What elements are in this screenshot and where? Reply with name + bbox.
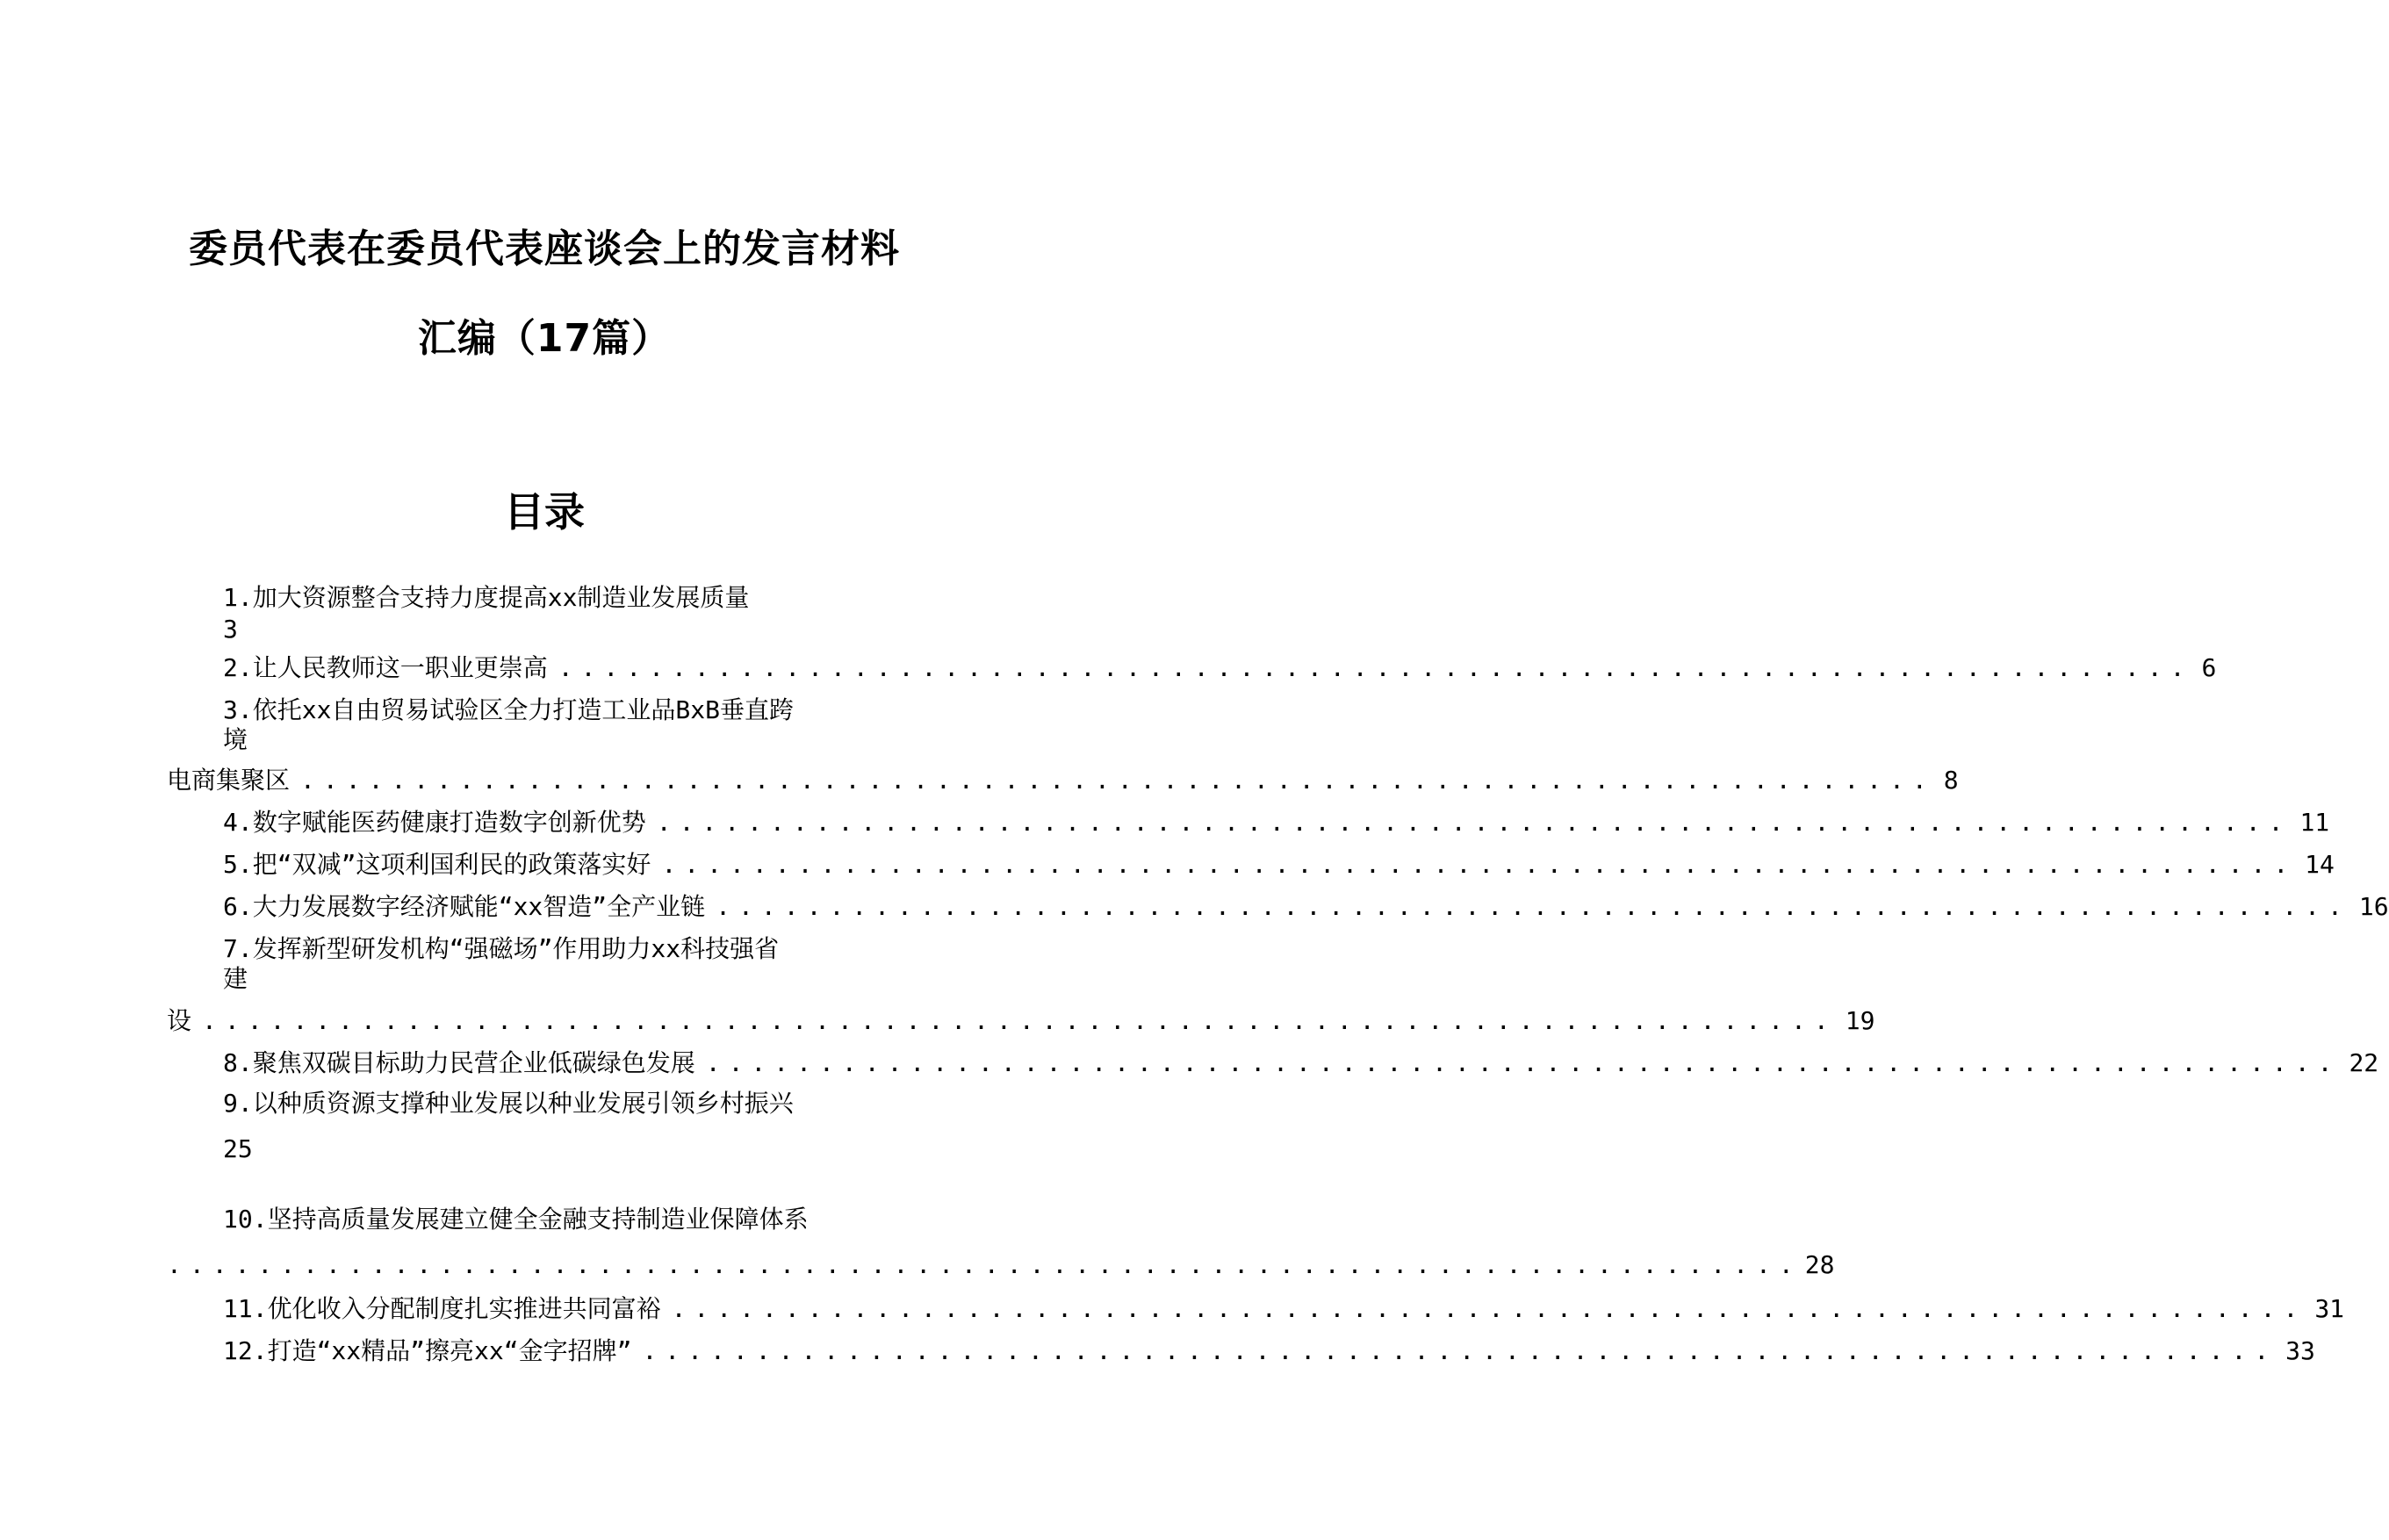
toc-item-4-leader: ........................................................................ (656, 808, 2292, 837)
toc-item-3[interactable] (167, 766, 1959, 795)
toc-item-6[interactable] (167, 892, 2389, 922)
toc-item-1-page-number: 3 (223, 615, 238, 644)
toc-item-10-page-number: 28 (1804, 1250, 1835, 1279)
toc-item-4[interactable] (167, 808, 2330, 838)
document-title-line1: 委员代表在委员代表座谈会上的发言材料 (189, 227, 900, 271)
toc-item-10-title[interactable] (167, 1205, 978, 1234)
toc-item-5-page-number: 14 (2305, 850, 2335, 879)
toc-item-12-page-number: 33 (2285, 1336, 2315, 1365)
toc-item-9-text: 9.以种质资源支撑种业发展以种业发展引领乡村振兴 (223, 1089, 794, 1118)
document-title-line2: 汇编（17篇） (417, 316, 672, 361)
toc-item-4-page-number: 11 (2299, 808, 2330, 837)
toc-item-5-leader: ........................................................................ (661, 850, 2297, 879)
toc-heading: 目录 (504, 488, 585, 536)
toc-item-2-text: 2.让人民教师这一职业更崇高 (223, 653, 548, 682)
toc-item-11-page-number: 31 (2314, 1294, 2345, 1323)
toc-item-1-title[interactable] (167, 583, 978, 613)
toc-item-10-leader: ........................................................................ (167, 1250, 1802, 1279)
toc-item-3-page-number: 8 (1943, 766, 1959, 795)
toc-item-7-text-c: 设 (167, 1006, 192, 1035)
toc-item-2-leader: ........................................................................ (558, 653, 2193, 682)
toc-item-3-leader: ........................................................................ (300, 766, 1935, 795)
toc-item-7-leader: ........................................................................ (202, 1006, 1837, 1035)
toc-item-8-text: 8.聚焦双碳目标助力民营企业低碳绿色发展 (223, 1048, 695, 1077)
toc-item-3-text-c: 电商集聚区 (167, 766, 291, 795)
toc-item-2-page-number: 6 (2201, 653, 2217, 682)
toc-item-11-text: 11.优化收入分配制度扎实推进共同富裕 (223, 1294, 661, 1323)
toc-item-4-text: 4.数字赋能医药健康打造数字创新优势 (223, 808, 646, 837)
toc-item-5-text: 5.把“双减”这项利国利民的政策落实好 (223, 850, 651, 879)
toc-item-9-title[interactable] (167, 1089, 978, 1119)
toc-item-6-page-number: 16 (2358, 892, 2389, 921)
toc-item-8-page-number: 22 (2349, 1048, 2379, 1077)
toc-item-10[interactable] (167, 1250, 1835, 1280)
toc-item-3-text-a: 3.依托xx自由贸易试验区全力打造工业品BxB垂直跨 (223, 695, 795, 724)
toc-item-9-page[interactable] (167, 1134, 978, 1164)
toc-item-3-title-b[interactable] (167, 725, 978, 755)
toc-item-1-text: 1.加大资源整合支持力度提高xx制造业发展质量 (223, 583, 750, 612)
toc-item-7-title-a[interactable] (167, 934, 978, 964)
toc-item-12[interactable] (167, 1336, 2315, 1366)
toc-item-7-text-a: 7.发挥新型研发机构“强磁场”作用助力xx科技强省 (223, 934, 780, 963)
toc-item-8-leader: ........................................................................ (705, 1048, 2341, 1077)
toc-item-9-page-number: 25 (223, 1134, 253, 1163)
toc-item-11[interactable] (167, 1294, 2345, 1324)
toc-item-8[interactable] (167, 1048, 2379, 1078)
toc-item-3-title-a[interactable] (167, 695, 978, 725)
toc-item-12-leader: ........................................................................ (642, 1336, 2277, 1365)
toc-item-7-title-b[interactable] (167, 964, 978, 994)
toc-item-2[interactable] (167, 653, 2217, 683)
toc-item-6-text: 6.大力发展数字经济赋能“xx智造”全产业链 (223, 892, 706, 921)
toc-item-5[interactable] (167, 850, 2335, 880)
toc-item-11-leader: ........................................................................ (671, 1294, 2306, 1323)
toc-item-7[interactable] (167, 1006, 1875, 1036)
toc-item-3-text-b: 境 (223, 725, 248, 754)
toc-item-7-page-number: 19 (1845, 1006, 1875, 1035)
toc-item-7-text-b: 建 (223, 964, 248, 993)
toc-item-6-leader: ........................................................................ (716, 892, 2350, 921)
toc-item-12-text: 12.打造“xx精品”擦亮xx“金字招牌” (223, 1336, 632, 1365)
toc-item-10-text: 10.坚持高质量发展建立健全金融支持制造业保障体系 (223, 1205, 809, 1234)
toc-item-1-page[interactable] (167, 615, 978, 644)
